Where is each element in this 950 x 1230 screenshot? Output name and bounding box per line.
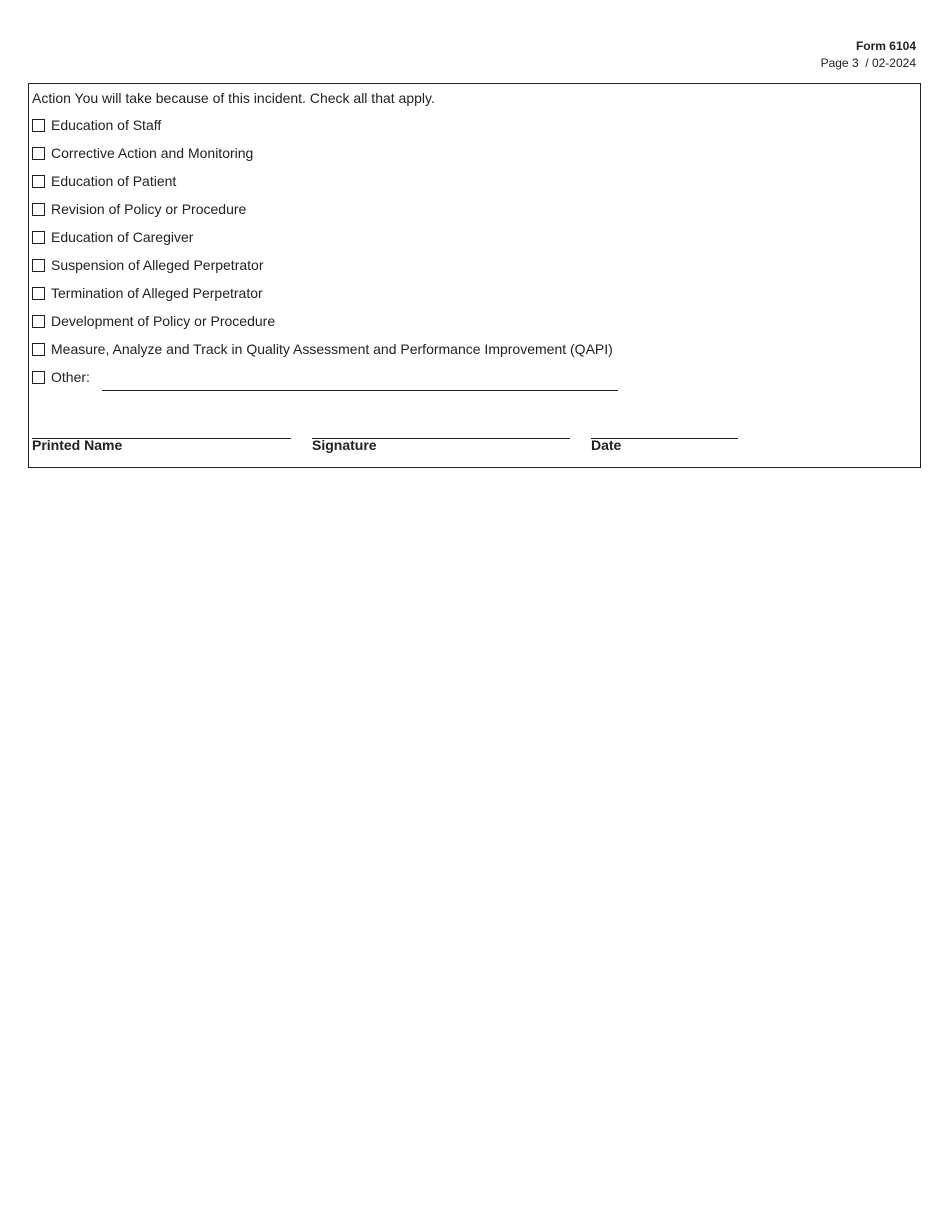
checkbox[interactable]: [32, 343, 45, 356]
checkbox[interactable]: [32, 203, 45, 216]
option-label: Suspension of Alleged Perpetrator: [51, 257, 264, 273]
option-other[interactable]: [32, 368, 90, 386]
checkbox[interactable]: [32, 175, 45, 188]
option-label: Revision of Policy or Procedure: [51, 201, 247, 217]
option-corrective-action-and-monitoring[interactable]: [32, 144, 253, 162]
action-section: [28, 83, 921, 468]
checkbox[interactable]: [32, 147, 45, 160]
checkbox[interactable]: [32, 371, 45, 384]
printed-name-label: Printed Name: [32, 437, 123, 453]
option-education-of-staff[interactable]: [32, 116, 161, 134]
form-header: [821, 38, 916, 72]
date-label: Date: [591, 437, 622, 453]
option-label: Corrective Action and Monitoring: [51, 145, 254, 161]
option-label: Education of Staff: [51, 117, 162, 133]
option-education-of-caregiver[interactable]: [32, 228, 193, 246]
checkbox[interactable]: [32, 119, 45, 132]
option-suspension-of-alleged-perpetrator[interactable]: [32, 256, 263, 274]
option-label: Development of Policy or Procedure: [51, 313, 276, 329]
option-qapi[interactable]: [32, 340, 613, 358]
signature-label: Signature: [312, 437, 377, 453]
checkbox[interactable]: [32, 231, 45, 244]
option-label: Education of Caregiver: [51, 229, 194, 245]
option-revision-of-policy[interactable]: [32, 200, 246, 218]
option-education-of-patient[interactable]: [32, 172, 176, 190]
option-termination-of-alleged-perpetrator[interactable]: [32, 284, 263, 302]
option-label: Measure, Analyze and Track in Quality Assessment and Performance Improvement (QAPI): [51, 341, 613, 357]
option-label: Other:: [51, 369, 90, 385]
checkbox[interactable]: [32, 287, 45, 300]
section-instruction: Action You will take because of this incident. Check all that apply.: [32, 90, 435, 106]
option-label: Termination of Alleged Perpetrator: [51, 285, 263, 301]
checkbox[interactable]: [32, 315, 45, 328]
other-input-line[interactable]: [102, 390, 618, 391]
option-label: Education of Patient: [51, 173, 177, 189]
form-number: Form 6104: [855, 39, 916, 53]
checkbox[interactable]: [32, 259, 45, 272]
page-info: Page 3 / 02-2024: [820, 56, 916, 70]
option-development-of-policy[interactable]: [32, 312, 275, 330]
